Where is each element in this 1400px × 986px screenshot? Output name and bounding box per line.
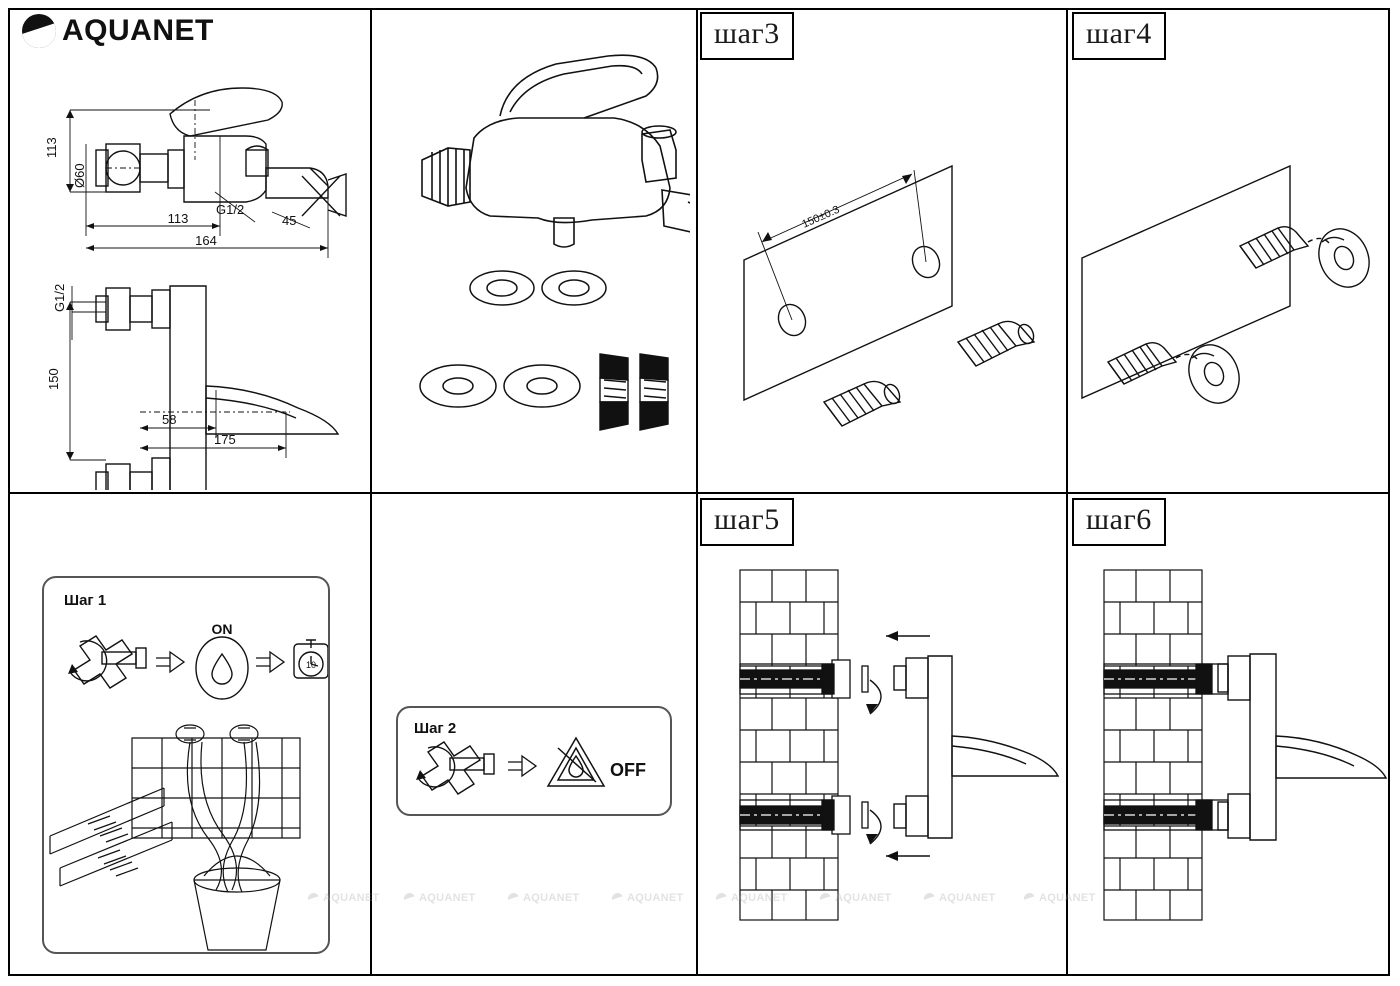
watermark: AQUANET — [612, 892, 684, 904]
panel-step1-card — [42, 576, 330, 954]
panel-step6 — [1072, 560, 1392, 930]
watermark-logo-icon — [404, 893, 415, 904]
panel-step5 — [700, 560, 1060, 930]
watermark: AQUANET — [924, 892, 996, 904]
svg-text:45: 45 — [282, 213, 297, 228]
step-label-6: шаг6 — [1072, 498, 1166, 546]
watermark-logo-icon — [924, 893, 935, 904]
panel-step3 — [700, 110, 1060, 440]
panel-step2-card — [396, 706, 672, 816]
svg-text:ON: ON — [211, 621, 233, 637]
step-label-4: шаг4 — [1072, 12, 1166, 60]
watermark-logo-icon — [1024, 893, 1035, 904]
watermark-logo-icon — [716, 893, 727, 904]
watermark: AQUANET — [820, 892, 892, 904]
step1-title: Шаг 1 — [64, 592, 107, 609]
watermark: AQUANET — [508, 892, 580, 904]
divider-h1 — [8, 492, 1390, 494]
svg-text:164: 164 — [195, 233, 217, 248]
svg-text:150±0.3: 150±0.3 — [800, 203, 842, 231]
brand-name: AQUANET — [62, 14, 214, 47]
watermark: AQUANET — [404, 892, 476, 904]
svg-text:10: 10 — [305, 660, 317, 670]
step-label-3: шаг3 — [700, 12, 794, 60]
svg-text:58: 58 — [162, 412, 177, 427]
watermark: AQUANET — [308, 892, 380, 904]
svg-text:OFF: OFF — [610, 760, 646, 780]
watermark-logo-icon — [820, 893, 831, 904]
watermark-logo-icon — [612, 893, 623, 904]
panel-product-parts — [378, 20, 690, 480]
svg-text:Ø60: Ø60 — [72, 163, 87, 188]
svg-text:G1/2: G1/2 — [216, 202, 245, 217]
panel-dimensions — [10, 40, 368, 490]
svg-text:113: 113 — [44, 137, 59, 158]
svg-text:113: 113 — [167, 211, 189, 226]
svg-text:175: 175 — [214, 432, 236, 447]
step2-title: Шаг 2 — [414, 720, 457, 737]
panel-step4 — [1072, 110, 1392, 440]
watermark: AQUANET — [716, 892, 788, 904]
step-label-5: шаг5 — [700, 498, 794, 546]
watermark-logo-icon — [508, 893, 519, 904]
watermark: AQUANET — [1024, 892, 1096, 904]
svg-text:G1/2: G1/2 — [52, 283, 67, 312]
svg-text:150: 150 — [46, 368, 61, 390]
watermark-logo-icon — [308, 893, 319, 904]
